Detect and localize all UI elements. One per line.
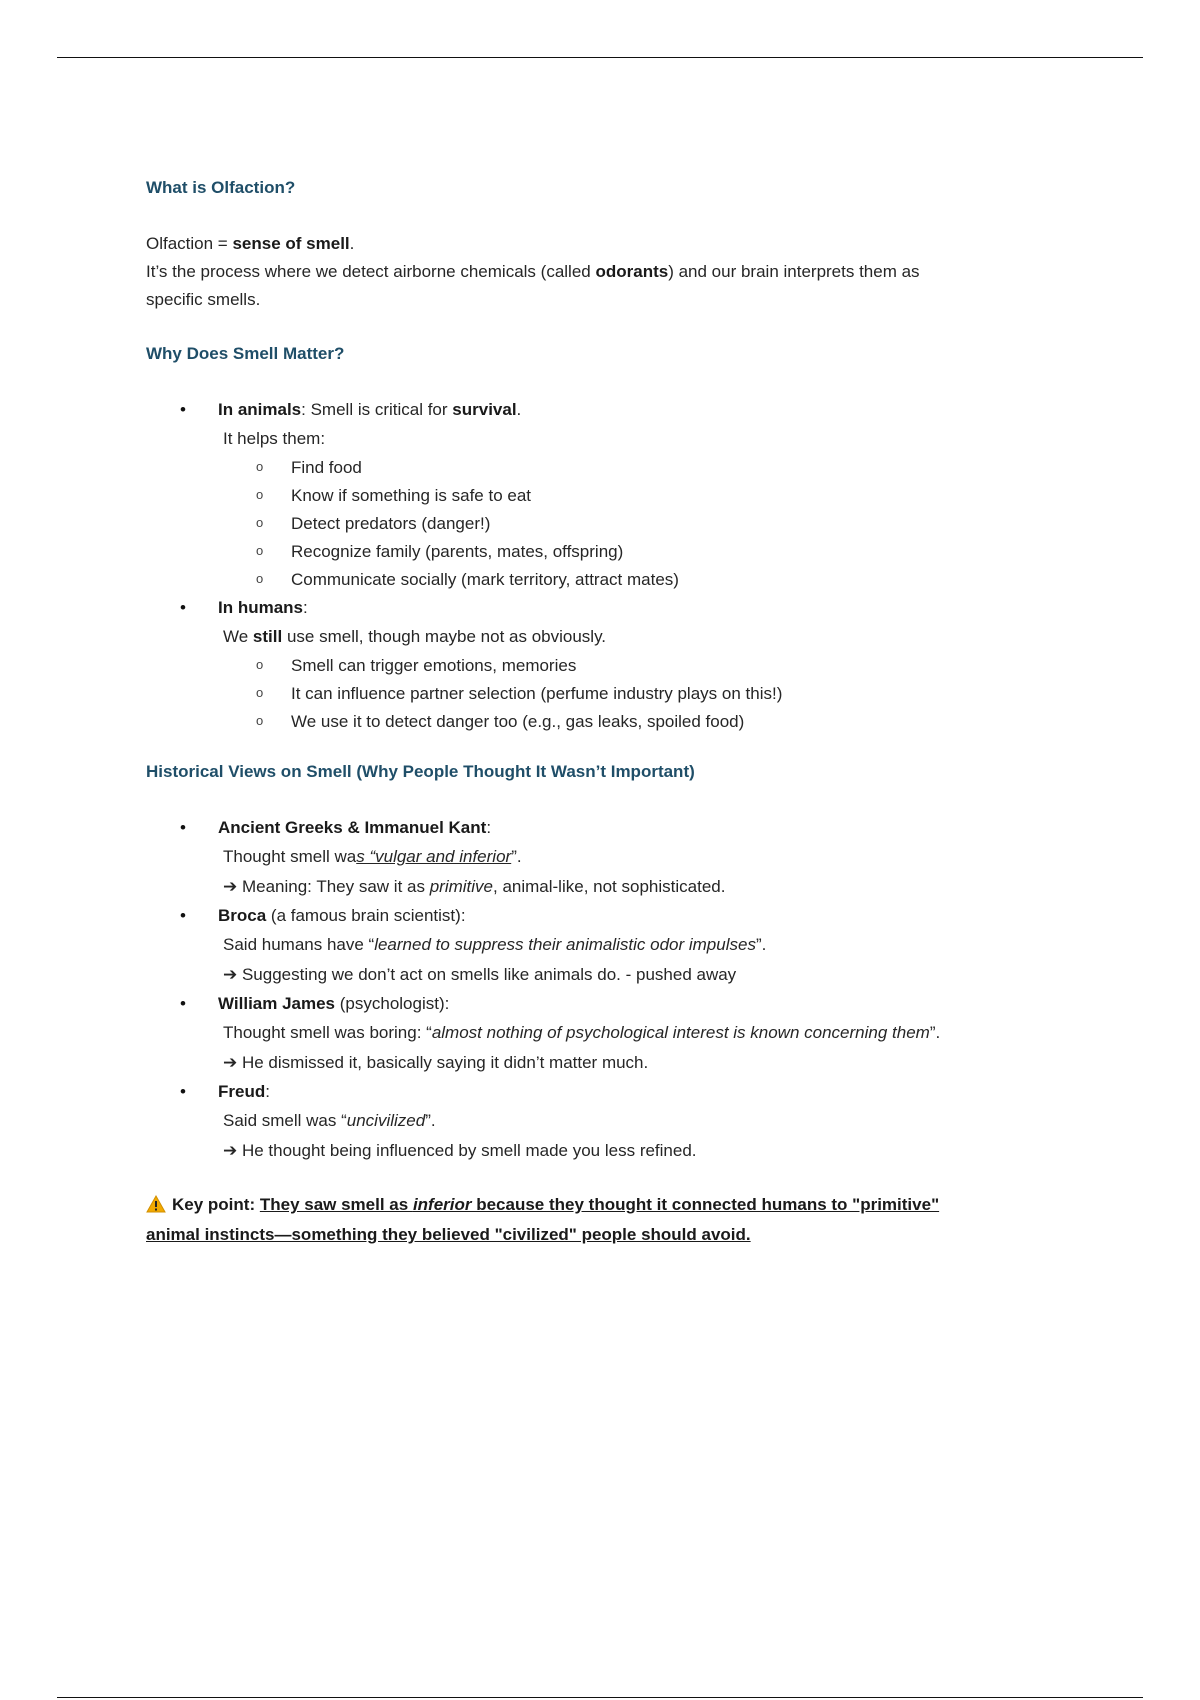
- list-item-humans: [146, 594, 1066, 622]
- humans-sub-list: [146, 652, 1066, 736]
- list-item: o Detect predators (danger!): [146, 510, 1066, 538]
- greeks-label: Ancient Greeks & Immanuel Kant: [218, 818, 487, 837]
- freud-label: Freud: [218, 1082, 266, 1101]
- keypoint-t4: animal instincts—something they believed "civilized" people should avoid.: [146, 1225, 751, 1244]
- animals-sub-intro: It helps them:: [223, 429, 326, 448]
- broca-rest: (a famous brain scientist):: [266, 906, 466, 925]
- greeks-primitive: primitive: [429, 877, 493, 896]
- humans-list: [146, 594, 1066, 622]
- list-item: o Find food: [146, 454, 1066, 482]
- keypoint-t3: because they thought it connected humans to "primitive": [471, 1195, 940, 1214]
- freud-colon: :: [265, 1082, 270, 1101]
- document-body: [146, 176, 1066, 1250]
- keypoint-inferior: inferior: [412, 1195, 472, 1214]
- broca-label: Broca: [218, 906, 267, 925]
- heading-historical-views: Historical Views on Smell (Why People Thought It Wasn’t Important): [146, 762, 695, 781]
- list-item: o Communicate socially (mark territory, attract mates): [146, 566, 1066, 594]
- animals-text-c: .: [516, 400, 522, 419]
- broca-l1-c: ”.: [755, 935, 767, 954]
- def-prefix: Olfaction =: [146, 234, 233, 253]
- james-line2: ➔ He dismissed it, basically saying it didn’t matter much.: [223, 1053, 649, 1072]
- expl-line2: specific smells.: [146, 290, 261, 309]
- def-bold: sense of smell: [232, 234, 350, 253]
- footer-rule: [57, 1697, 1143, 1698]
- james-l1-c: ”.: [929, 1023, 941, 1042]
- expl-odorants: odorants: [595, 262, 669, 281]
- keypoint-text: [260, 1195, 939, 1214]
- expl-a: It’s the process where we detect airborne chemicals (called: [146, 262, 596, 281]
- humans-sub-intro: [146, 622, 1066, 652]
- humans-colon: :: [303, 598, 308, 617]
- greeks-quote: s “vulgar and inferior: [356, 847, 512, 866]
- greeks-l1-a: Thought smell wa: [223, 847, 357, 866]
- keypoint-label: Key point: [172, 1195, 250, 1214]
- freud-l1-c: ”.: [425, 1111, 436, 1130]
- humans-sub-c: use smell, though maybe not as obviously.: [282, 627, 607, 646]
- broca-list: [146, 902, 1066, 930]
- james-line1: [146, 1018, 1066, 1048]
- humans-label: In humans: [218, 598, 304, 617]
- freud-list: [146, 1078, 1066, 1106]
- freud-line2: ➔ He thought being influenced by smell made you less refined.: [223, 1141, 697, 1160]
- greeks-line2: [146, 872, 1066, 902]
- animals-label: In animals: [218, 400, 302, 419]
- freud-line1: [146, 1106, 1066, 1136]
- greeks-l1-c: ”.: [511, 847, 522, 866]
- def-suffix: .: [349, 234, 355, 253]
- olfaction-explanation: [146, 258, 1066, 314]
- list-item: o Smell can trigger emotions, memories: [146, 652, 1066, 680]
- header-rule: [57, 57, 1143, 58]
- historical-list: [146, 814, 1066, 842]
- james-quote: almost nothing of psychological interest is known concerning them: [431, 1023, 930, 1042]
- keypoint-t1: They saw smell as: [259, 1195, 413, 1214]
- james-list: [146, 990, 1066, 1018]
- greeks-l2-a: ➔ Meaning: They saw it as: [223, 877, 430, 896]
- list-item: o Know if something is safe to eat: [146, 482, 1066, 510]
- list-item-greeks: [146, 814, 1066, 842]
- key-point: [146, 1190, 1066, 1250]
- list-item: o We use it to detect danger too (e.g., gas leaks, spoiled food): [146, 708, 1066, 736]
- james-l1-a: Thought smell was boring: “: [223, 1023, 432, 1042]
- warning-icon: [146, 1193, 166, 1211]
- greeks-line1: [146, 842, 1066, 872]
- humans-sub-a: We: [223, 627, 253, 646]
- greeks-quote-underline: [356, 847, 511, 866]
- broca-line1: [146, 930, 1066, 960]
- heading-why-smell-matters: Why Does Smell Matter?: [146, 344, 345, 363]
- james-label: William James: [218, 994, 336, 1013]
- smell-matters-list: [146, 396, 1066, 424]
- keypoint-colon: :: [249, 1195, 260, 1214]
- animals-sub-list: [146, 454, 1066, 594]
- humans-still: still: [252, 627, 283, 646]
- broca-l1-a: Said humans have “: [223, 935, 375, 954]
- greeks-colon: :: [486, 818, 492, 837]
- list-item-freud: [146, 1078, 1066, 1106]
- animals-text-a: : Smell is critical for: [301, 400, 453, 419]
- james-rest: (psychologist):: [335, 994, 450, 1013]
- olfaction-definition: [146, 230, 1066, 258]
- broca-line2: ➔ Suggesting we don’t act on smells like animals do. - pushed away: [223, 965, 737, 984]
- list-item: o It can influence partner selection (perfume industry plays on this!): [146, 680, 1066, 708]
- broca-quote: learned to suppress their animalistic odor impulses: [374, 935, 756, 954]
- expl-c: ) and our brain interprets them as: [668, 262, 920, 281]
- freud-quote: uncivilized: [346, 1111, 426, 1130]
- list-item: o Recognize family (parents, mates, offspring): [146, 538, 1066, 566]
- heading-what-is-olfaction: What is Olfaction?: [146, 178, 296, 197]
- freud-l1-a: Said smell was “: [223, 1111, 347, 1130]
- list-item-james: [146, 990, 1066, 1018]
- animals-survival: survival: [452, 400, 517, 419]
- list-item-broca: [146, 902, 1066, 930]
- list-item-animals: [146, 396, 1066, 424]
- greeks-l2-c: , animal-like, not sophisticated.: [493, 877, 726, 896]
